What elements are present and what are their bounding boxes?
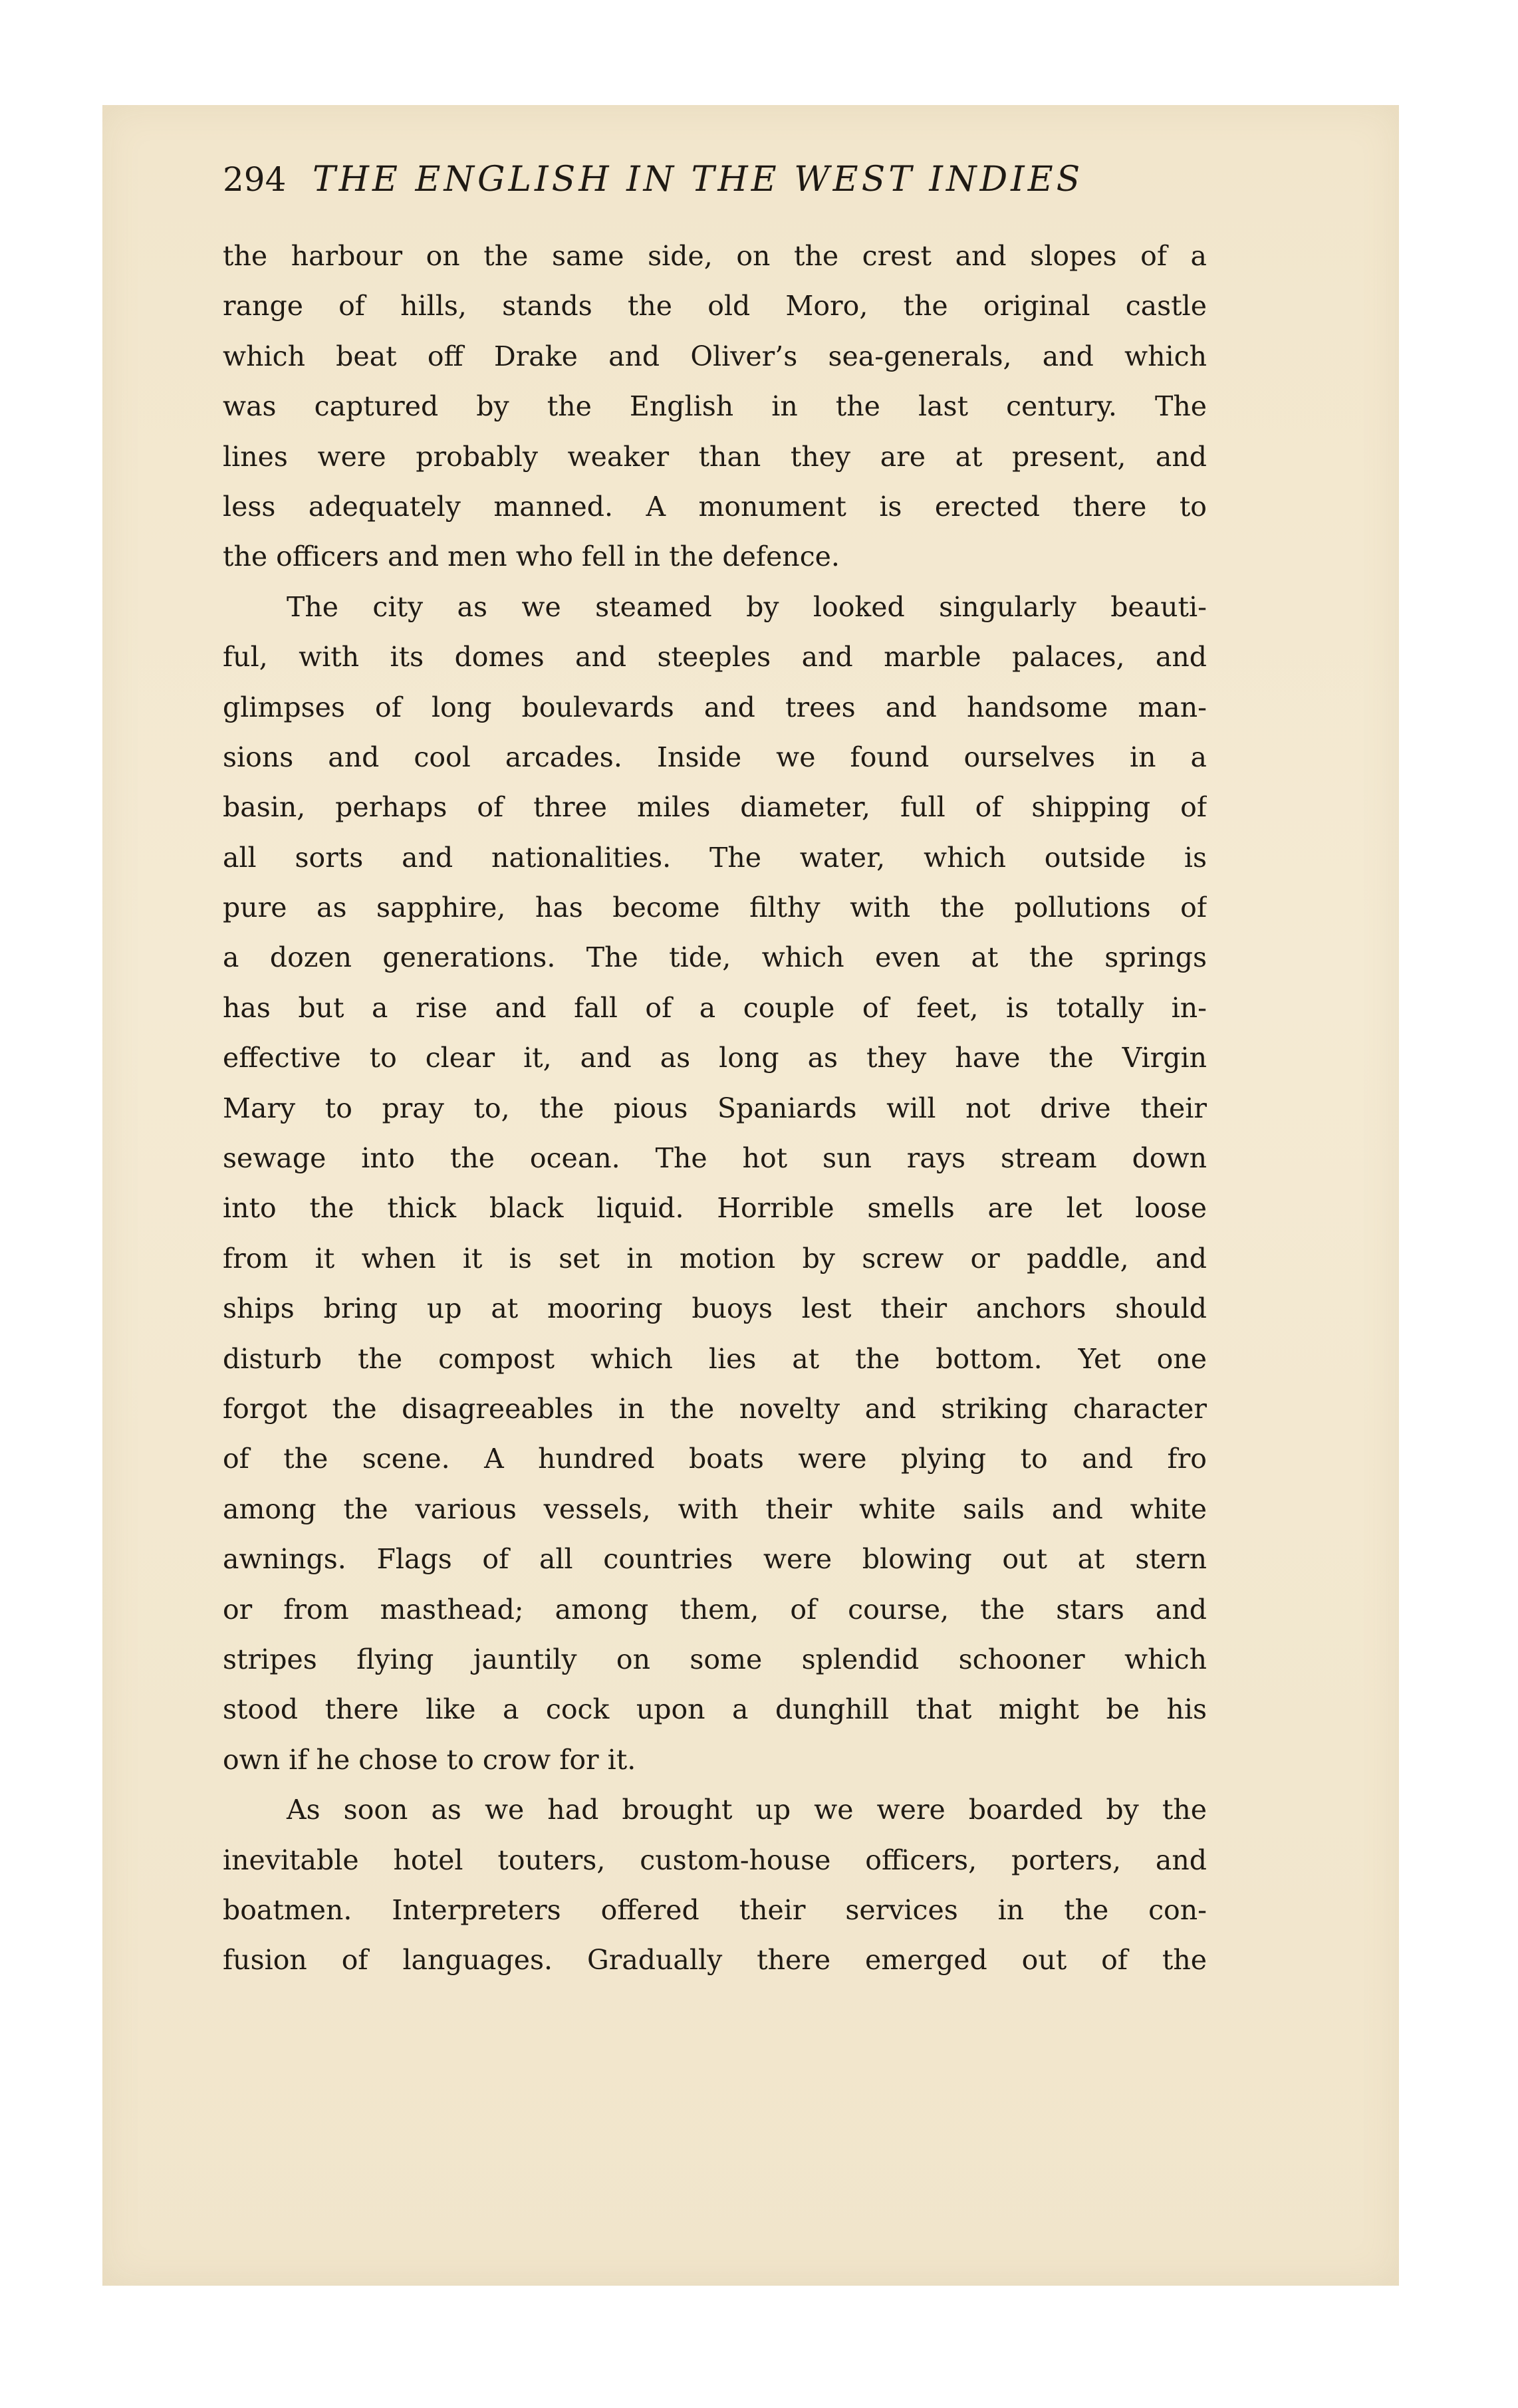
text-line: the harbour on the same side, on the crest and slopes of a	[223, 240, 1207, 272]
text-line: was captured by the English in the last century. The	[223, 390, 1207, 423]
text-line: of the scene. A hundred boats were plying to and fro	[223, 1443, 1207, 1475]
text-line: As soon as we had brought up we were boarded by the	[287, 1794, 1207, 1826]
text-line: into the thick black liquid. Horrible smells are let loose	[223, 1192, 1207, 1225]
text-line: which beat off Drake and Oliver’s sea-generals, and which	[223, 340, 1207, 372]
text-line: lines were probably weaker than they are at present, and	[223, 440, 1207, 473]
text-line: or from masthead; among them, of course, the stars and	[223, 1593, 1207, 1625]
text-line: effective to clear it, and as long as they have the Virgin	[223, 1042, 1207, 1074]
text-line: range of hills, stands the old Moro, the original castle	[223, 290, 1207, 322]
text-line: less adequately manned. A monument is erected there to	[223, 490, 1207, 523]
paragraph	[223, 1785, 1207, 1986]
text-line: pure as sapphire, has become filthy with the pollutions of	[223, 892, 1207, 924]
text-line: basin, perhaps of three miles diameter, full of shipping of	[223, 791, 1207, 824]
text-line: boatmen. Interpreters offered their services in the con-	[223, 1893, 1207, 1926]
text-line: forgot the disagreeables in the novelty and striking character	[223, 1392, 1207, 1425]
text-line: The city as we steamed by looked singularly beauti-	[287, 590, 1207, 623]
text-line: a dozen generations. The tide, which even at the springs	[223, 941, 1207, 974]
page-number: 294	[223, 160, 287, 199]
text-line: among the various vessels, with their white sails and white	[223, 1493, 1207, 1525]
text-line: inevitable hotel touters, custom-house officers, porters, and	[223, 1844, 1207, 1876]
text-line: all sorts and nationalities. The water, which outside is	[223, 841, 1207, 874]
text-line: sions and cool arcades. Inside we found ourselves in a	[223, 741, 1207, 773]
text-line: stripes flying jauntily on some splendid schooner which	[223, 1643, 1207, 1675]
text-line: sewage into the ocean. The hot sun rays stream down	[223, 1142, 1207, 1175]
text-line: ful, with its domes and steeples and marble palaces, and	[223, 641, 1207, 673]
text-line: from it when it is set in motion by screw or paddle, and	[223, 1242, 1207, 1274]
running-head: THE ENGLISH IN THE WEST INDIES	[313, 160, 1084, 199]
text-line: glimpses of long boulevards and trees and handsome man-	[223, 691, 1207, 723]
text-line: stood there like a cock upon a dunghill that might be his	[223, 1693, 1207, 1726]
text-line: has but a rise and fall of a couple of feet, is totally in-	[223, 991, 1207, 1024]
text-line: awnings. Flags of all countries were blowing out at stern	[223, 1543, 1207, 1576]
text-line: the officers and men who fell in the defence.	[223, 541, 840, 573]
text-line: ships bring up at mooring buoys lest their anchors should	[223, 1292, 1207, 1325]
page-header	[223, 140, 1207, 219]
paragraph	[223, 582, 1207, 1785]
body-text	[223, 231, 1207, 1986]
paragraph	[223, 231, 1207, 582]
text-line: own if he chose to crow for it.	[223, 1743, 636, 1776]
text-line: fusion of languages. Gradually there emerged out of the	[223, 1944, 1207, 1977]
text-line: disturb the compost which lies at the bottom. Yet one	[223, 1342, 1207, 1375]
text-line: Mary to pray to, the pious Spaniards will not drive their	[223, 1092, 1207, 1124]
